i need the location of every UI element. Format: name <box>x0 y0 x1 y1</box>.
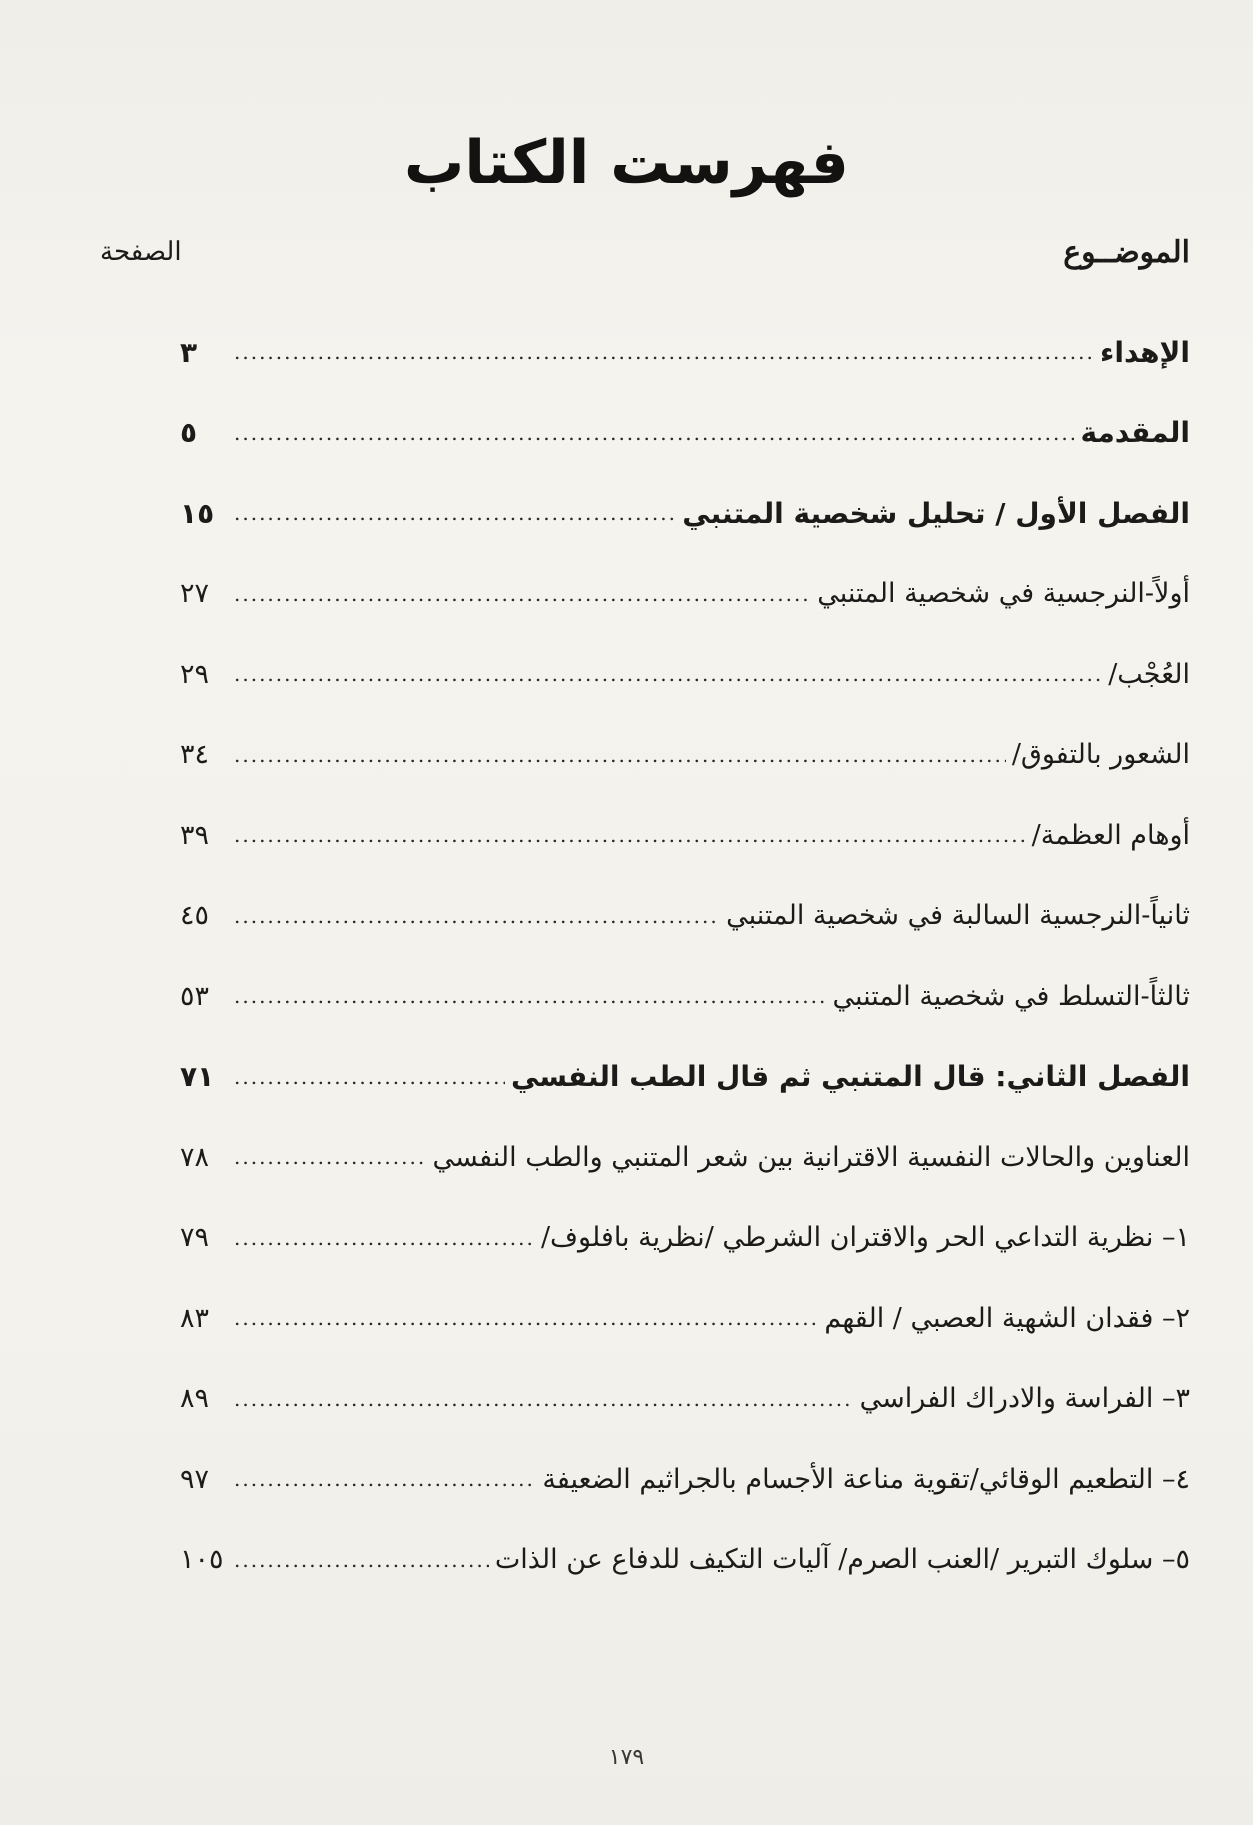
toc-entry-label: المقدمة <box>1080 416 1190 450</box>
dot-leader <box>234 660 1102 688</box>
toc-entry <box>180 393 1190 474</box>
dot-leader <box>234 982 826 1010</box>
toc-entry <box>180 876 1190 957</box>
toc-entry-page: ٥٣ <box>180 980 210 1012</box>
page-title: فهرست الكتاب <box>404 128 849 198</box>
dot-leader <box>234 1304 818 1332</box>
toc-entry-page: ٩٧ <box>180 1463 210 1495</box>
toc-entry-label: الإهداء <box>1100 335 1190 369</box>
toc-entry-page: ٣ <box>180 335 198 369</box>
toc-header <box>100 228 1190 276</box>
toc-list <box>180 312 1190 1600</box>
toc-entry <box>180 795 1190 876</box>
dot-leader <box>234 1465 536 1493</box>
dot-leader <box>234 580 811 608</box>
toc-entry-label: ٥– سلوك التبرير /العنب الصرم/ آليات التكيف للدفاع عن الذات <box>494 1544 1190 1576</box>
dot-leader <box>234 1143 427 1171</box>
toc-entry-page: ٨٩ <box>180 1383 210 1415</box>
toc-entry-page: ٨٣ <box>180 1302 210 1334</box>
toc-entry-page: ٥ <box>180 416 198 450</box>
toc-entry-page: ٢٩ <box>180 658 210 690</box>
toc-entry-label: أوهام العظمة/ <box>1031 819 1190 851</box>
toc-entry-label: الشعور بالتفوق/ <box>1011 739 1190 771</box>
toc-entry <box>180 1278 1190 1359</box>
toc-entry-page: ١٥ <box>180 496 215 530</box>
toc-entry-label: الفصل الأول / تحليل شخصية المتنبي <box>682 496 1190 530</box>
toc-entry-label: العناوين والحالات النفسية الاقترانية بين شعر المتنبي والطب النفسي <box>432 1141 1190 1173</box>
toc-entry-label: ٢– فقدان الشهية العصبي / القهم <box>824 1302 1190 1334</box>
toc-entry-label: ٣– الفراسة والادراك الفراسي <box>859 1383 1190 1415</box>
toc-entry <box>180 1520 1190 1601</box>
toc-entry-label: ١– نظرية التداعي الحر والاقتران الشرطي /نظرية بافلوف/ <box>540 1222 1190 1254</box>
toc-entry-page: ٧٨ <box>180 1141 210 1173</box>
toc-entry-label: ٤– التطعيم الوقائي/تقوية مناعة الأجسام بالجراثيم الضعيفة <box>542 1463 1190 1495</box>
toc-entry <box>180 634 1190 715</box>
toc-entry <box>180 1037 1190 1118</box>
dot-leader <box>234 821 1026 849</box>
toc-entry <box>180 1117 1190 1198</box>
toc-entry <box>180 1198 1190 1279</box>
toc-entry-page: ٧١ <box>180 1060 215 1094</box>
toc-entry <box>180 312 1190 393</box>
toc-entry <box>180 554 1190 635</box>
dot-leader <box>234 741 1006 769</box>
toc-entry-label: ثانياً-النرجسية السالبة في شخصية المتنبي <box>726 900 1190 932</box>
page-column-header: الصفحة <box>100 237 182 267</box>
toc-entry-page: ٣٩ <box>180 819 210 851</box>
toc-entry-label: الفصل الثاني: قال المتنبي ثم قال الطب النفسي <box>511 1060 1190 1094</box>
toc-entry-label: أولاً-النرجسية في شخصية المتنبي <box>817 578 1190 610</box>
dot-leader <box>234 419 1074 447</box>
toc-entry-page: ٣٤ <box>180 739 210 771</box>
page-number: ١٧٩ <box>608 1745 645 1770</box>
toc-entry-label: العُجْب/ <box>1108 658 1190 690</box>
toc-entry-page: ١٠٥ <box>180 1544 224 1576</box>
dot-leader <box>234 1385 854 1413</box>
dot-leader <box>234 1063 505 1091</box>
dot-leader <box>234 338 1094 366</box>
toc-entry-page: ٤٥ <box>180 900 210 932</box>
toc-entry-page: ٢٧ <box>180 578 210 610</box>
toc-entry-page: ٧٩ <box>180 1222 210 1254</box>
dot-leader <box>234 1224 535 1252</box>
dot-leader <box>234 902 720 930</box>
toc-entry <box>180 1359 1190 1440</box>
toc-entry <box>180 956 1190 1037</box>
topic-column-header: الموضــوع <box>1063 234 1190 270</box>
toc-entry-label: ثالثاً-التسلط في شخصية المتنبي <box>832 980 1190 1012</box>
toc-entry <box>180 715 1190 796</box>
toc-entry <box>180 473 1190 554</box>
toc-entry <box>180 1439 1190 1520</box>
dot-leader <box>234 1546 489 1574</box>
dot-leader <box>234 499 676 527</box>
